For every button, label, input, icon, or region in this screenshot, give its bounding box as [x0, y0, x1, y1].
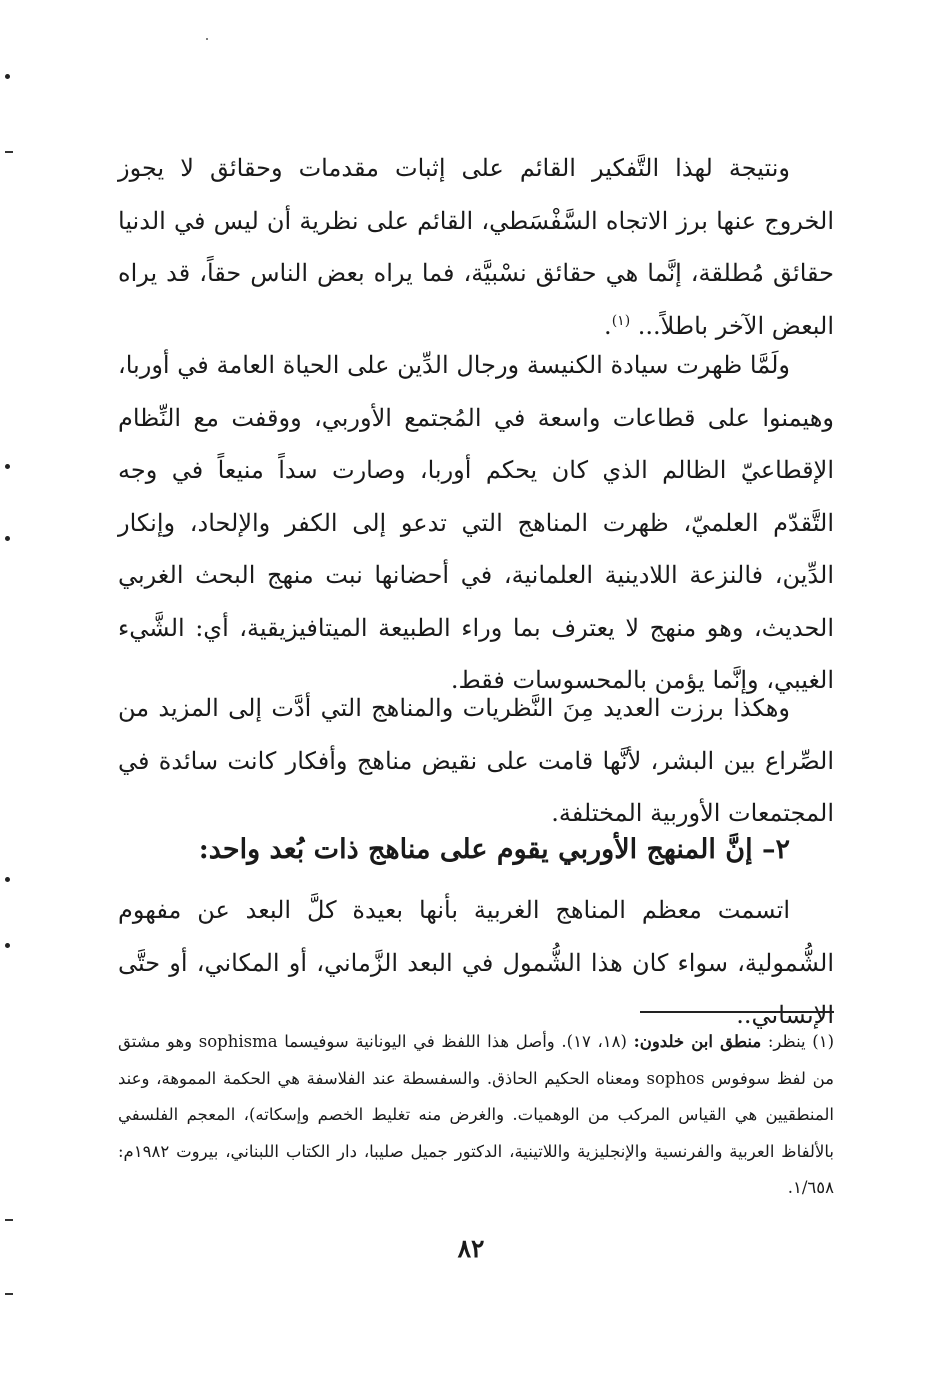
paragraph-text: وهكذا برزت العديد مِنَ النَّظريات والمناهج التي أدَّت إلى المزيد من الصِّراع بين البشر، لأنَّها قامت على نقيض مناهج وأفكار كانت سائدة في المجتمعات الأوربية المختلفة. — [118, 694, 834, 827]
footnote-body: (١٨، ١٧). وأصل هذا اللفظ في اليونانية سوفيسما sophisma وهو مشتق من لفظ سوفوس sophos ومعناه الحكيم الحاذق. والسفسطة عند الفلاسفة هي الحكمة المموهة، وعند المنطقيين هي القياس المركب من الوهميات. والغرض منه تغليط الخصم وإسكاته)، المعجم الفلسفي بالألفاظ العربية والفرنسية والإنجليزية واللاتينية، الدكتور جميل صليبا، دار الكتاب اللبناني، بيروت ١٩٨٢م: ١/٦٥٨. — [118, 1032, 834, 1197]
footnote-divider — [640, 1011, 834, 1013]
paragraph-comprehensiveness — [118, 884, 834, 1042]
footnote-marker: (١) — [611, 312, 631, 329]
page-number: ٨٢ — [457, 1234, 485, 1263]
paragraph-church — [118, 339, 834, 707]
scan-edge-mark — [5, 943, 10, 948]
paragraph-text: ونتيجة لهذا التَّفكير القائم على إثبات مقدمات وحقائق لا يجوز الخروج عنها برز الاتجاه السَّفْسَطي، القائم على نظرية أن ليس في الدنيا حقائق مُطلقة، إنَّما هي حقائق نسْبيَّة، فما يراه بعض الناس حقاً، قد يراه البعض الآخر باطلاً... — [118, 154, 834, 340]
scan-edge-mark — [5, 74, 10, 79]
footnote-lead: (١) ينظر: — [767, 1032, 835, 1051]
paragraph-text: اتسمت معظم المناهج الغربية بأنها بعيدة كلَّ البعد عن مفهوم الشُّمولية، سواء كان هذا الشُّمول في البعد الزَّماني، أو المكاني، أو حتَّى الإنساني.. — [118, 896, 834, 1029]
scan-edge-mark — [5, 1293, 13, 1295]
scan-edge-mark — [5, 1219, 13, 1221]
scan-dot — [206, 38, 208, 40]
paragraph-sophism — [118, 142, 834, 352]
footnote — [118, 1024, 834, 1207]
paragraph-text: ولَمَّا ظهرت سيادة الكنيسة ورجال الدِّين على الحياة العامة في أوربا، وهيمنوا على قطاعات واسعة في المُجتمع الأوربي، ووقفت مع النِّظام الإقطاعيّ الظالم الذي كان يحكم أوربا، وصارت سداً منيعاً في وجه التَّقدّم العلميّ، ظهرت المناهج التي تدعو إلى الكفر والإلحاد، وإنكار الدِّين، فالنزعة اللادينية العلمانية، في أحضانها نبت منهج البحث الغربي الحديث، وهو منهج لا يعترف بما وراء الطبيعة الميتافيزيقية، أي: الشَّيء الغيبي، وإنَّما يؤمن بالمحسوسات فقط. — [118, 351, 834, 694]
scan-edge-mark — [5, 877, 10, 882]
section-heading: ٢– إنَّ المنهج الأوربي يقوم على مناهج ذات بُعد واحد: — [198, 834, 790, 865]
paragraph-end: . — [604, 311, 612, 340]
scan-edge-mark — [5, 464, 10, 469]
paragraph-conflict — [118, 682, 834, 840]
footnote-source-title: منطق ابن خلدون: — [633, 1032, 762, 1051]
scan-edge-mark — [5, 151, 13, 153]
scan-edge-mark — [5, 536, 10, 541]
